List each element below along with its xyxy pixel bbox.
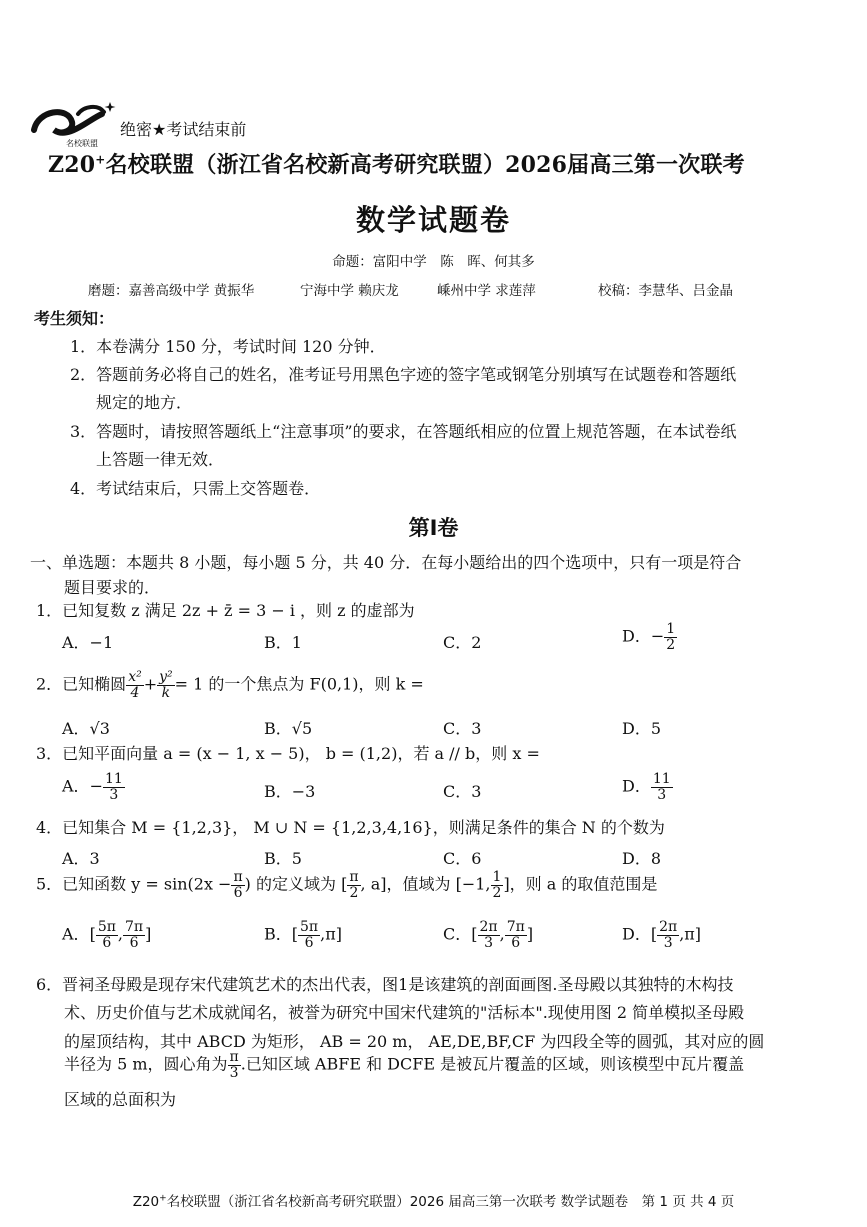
q1-option-d: D．− $\frac{1}{2}$ <box>622 621 676 653</box>
q5-option-c: C．[ $\frac{2\pi}{3}$ , $\frac{7\pi}{6}$ ] <box>443 919 534 951</box>
notice-item-3: 3．答题时，请按照答题纸上“注意事项”的要求，在答题纸相应的位置上规范答题，在本试卷纸 <box>70 422 737 441</box>
question-6-line-3: 的屋顶结构，其中 ABCD 为矩形， AB = 20 m， AE,DE,BF,CF 为四段全等的圆弧，其对应的圆 <box>64 1032 765 1051</box>
question-6-line-1: 6．晋祠圣母殿是现存宋代建筑艺术的杰出代表，图1是该建筑的剖面画图.圣母殿以其独特的木构技 <box>36 975 734 994</box>
exam-title: Z20+名校联盟（浙江省名校新高考研究联盟）2026届高三第一次联考 <box>48 152 745 178</box>
question-2-stem: 2．已知椭圆 $\frac{\text{x²}}{4}$ + $\frac{\text{y²}}{k}$ = 1 的一个焦点为 F(0,1)，则 k = <box>36 669 424 701</box>
q3-option-b: B．−3 <box>264 782 316 801</box>
q4-option-d: D．8 <box>622 849 662 868</box>
notice-item-3-cont: 上答题一律无效． <box>96 450 225 469</box>
q2-option-d: D．5 <box>622 719 662 738</box>
page-footer: Z20+名校联盟（浙江省名校新高考研究联盟）2026 届高三第一次联考 数学试题卷 第 1 页 共 4 页 <box>132 1193 735 1210</box>
question-5-stem: 5．已知函数 y = sin(2x − $\frac{\pi}{6}$ ) 的定义域为 [ $\frac{\pi}{2}$ , a]，值域为 [−1, $\frac{1}{2}$ ]，则 a 的取值范围是 <box>36 869 658 901</box>
logo-text: 名校联盟 <box>66 139 98 148</box>
credit-reviewer-1: 磨题：嘉善高级中学 黄振华 <box>88 283 255 299</box>
paper-title: 数学试题卷 <box>355 203 511 237</box>
credit-reviewer-2: 宁海中学 赖庆龙 <box>300 283 399 299</box>
question-6-line-5: 区域的总面积为 <box>64 1090 177 1109</box>
q4-option-a: A．3 <box>62 849 100 868</box>
notice-item-2-cont: 规定的地方． <box>96 393 193 412</box>
volume-title: 第Ⅰ卷 <box>408 516 459 540</box>
q3-option-a: A．− $\frac{11}{3}$ <box>62 771 123 803</box>
q3-option-c: C．3 <box>443 782 482 801</box>
confidential-label: 绝密★考试结束前 <box>120 120 247 139</box>
question-6-line-4: 半径为 5 m，圆心角为 $\frac{\pi}{3}$ .已知区域 ABFE 和 DCFE 是被瓦片覆盖的区域，则该模型中瓦片覆盖 <box>64 1049 745 1081</box>
question-1-stem: 1．已知复数 z 满足 2z + z̄ = 3 − i ，则 z 的虚部为 <box>36 601 415 620</box>
notice-heading: 考生须知： <box>34 309 115 328</box>
section-intro: 一、单选题：本题共 8 小题，每小题 5 分，共 40 分．在每小题给出的四个选项中，只有一项是符合 <box>30 553 742 572</box>
q1-option-a: A．−1 <box>62 633 114 652</box>
notice-item-1: 1．本卷满分 150 分，考试时间 120 分钟． <box>70 337 386 356</box>
q5-option-a: A．[ $\frac{5\pi}{6}$ , $\frac{7\pi}{6}$ ] <box>62 919 152 951</box>
notice-item-2: 2．答题前务必将自己的姓名，准考证号用黑色字迹的签字笔或钢笔分别填写在试题卷和答题纸 <box>70 365 737 384</box>
credit-proofreaders: 校稿：李慧华、吕金晶 <box>598 283 733 299</box>
q5-option-b: B．[ $\frac{5\pi}{6}$ ,π] <box>264 919 342 951</box>
credit-reviewer-3: 嵊州中学 求莲萍 <box>437 283 536 299</box>
q1-option-b: B．1 <box>264 633 302 652</box>
question-4-stem: 4．已知集合 M = {1,2,3}， M ∪ N = {1,2,3,4,16}，则满足条件的集合 N 的个数为 <box>36 818 665 837</box>
question-6-line-2: 术、历史价值与艺术成就闻名，被誉为研究中国宋代建筑的"活标本".现使用图 2 简单模拟圣母殿 <box>64 1003 745 1022</box>
notice-item-4: 4．考试结束后，只需上交答题卷． <box>70 479 321 498</box>
q2-option-b: B．√5 <box>264 719 313 738</box>
alliance-logo <box>28 100 120 148</box>
q3-option-d: D． $\frac{11}{3}$ <box>622 771 671 803</box>
q1-option-c: C．2 <box>443 633 482 652</box>
q2-option-a: A．√3 <box>62 719 110 738</box>
credit-authors: 命题：富阳中学 陈 晖、何其多 <box>332 254 535 270</box>
question-3-stem: 3．已知平面向量 a = (x − 1, x − 5)， b = (1,2)，若 a // b，则 x = <box>36 744 540 763</box>
q5-option-d: D．[ $\frac{2\pi}{3}$ ,π] <box>622 919 702 951</box>
q4-option-b: B．5 <box>264 849 302 868</box>
q2-option-c: C．3 <box>443 719 482 738</box>
section-intro-cont: 题目要求的． <box>64 578 161 597</box>
q4-option-c: C．6 <box>443 849 482 868</box>
